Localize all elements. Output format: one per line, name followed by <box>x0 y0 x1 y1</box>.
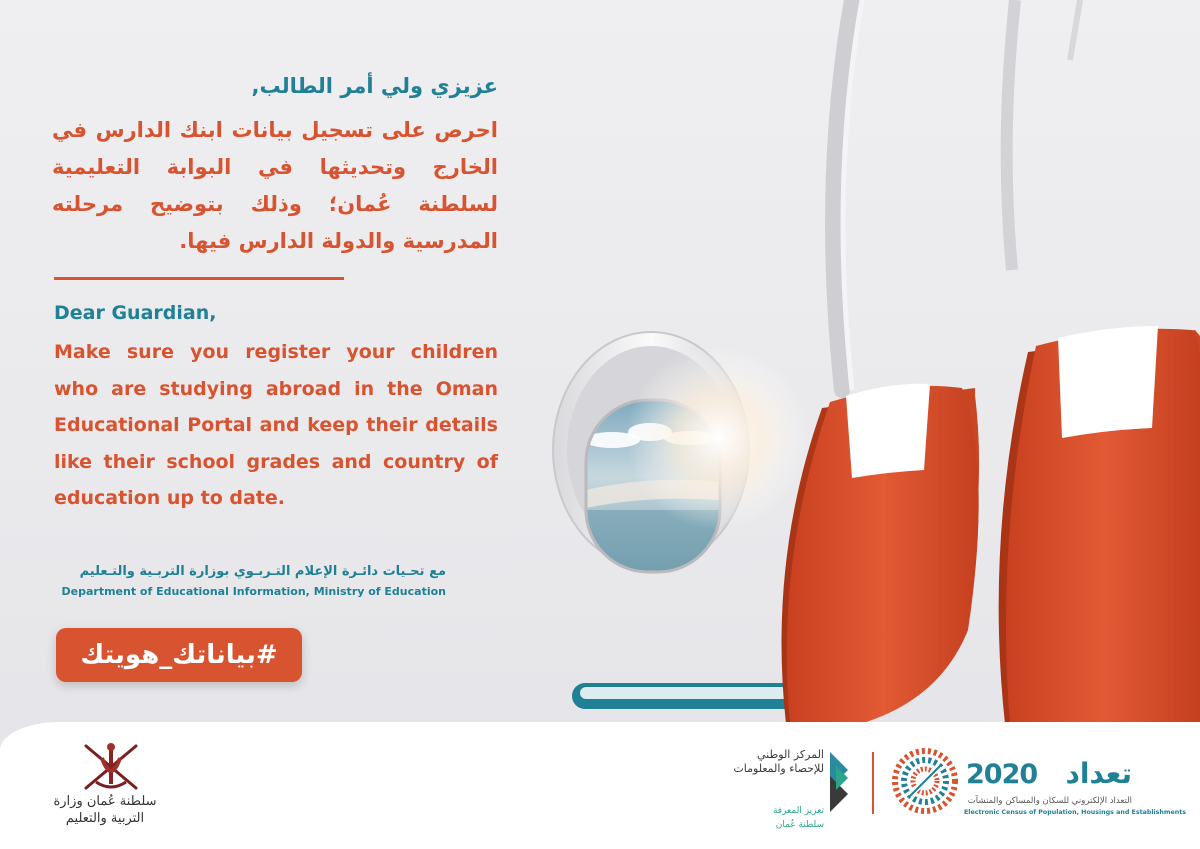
oman-emblem-logo <box>66 738 156 794</box>
ncsi-name: المركز الوطني للإحصاء والمعلومات <box>733 748 824 775</box>
credit-arabic: مع تحـيات دائـرة الإعلام التـربـوي بوزارة التربـية والتـعليم <box>79 564 446 579</box>
credit-english: Department of Educational Information, Ministry of Education <box>61 585 446 598</box>
english-message-body: Make sure you register your children who are studying abroad in the Oman Educational Portal and keep their details like their school grades and country of education up to date. <box>54 341 498 509</box>
hashtag-text: #بياناتك_هويتك <box>80 640 278 670</box>
census-subtitle-english: Electronic Census of Population, Housings and Establishments <box>964 809 1186 816</box>
ministry-logo-wordmark: سلطنة عُمان وزارة التربية والتعليم <box>53 794 157 826</box>
census-wordmark: تعداد <box>1065 757 1132 790</box>
ncsi-logo-mark <box>826 750 852 814</box>
arabic-greeting: عزيزي ولي أمر الطالب, <box>251 74 498 98</box>
ncsi-country: سلطنة عُمان <box>775 820 824 830</box>
ncsi-tagline: تعزيز المعرفة <box>772 806 824 816</box>
hashtag-badge <box>56 628 302 682</box>
census-dots-logo <box>892 748 958 814</box>
english-greeting: Dear Guardian, <box>54 302 217 324</box>
census-year: 2020 <box>966 759 1038 790</box>
census-subtitle-arabic: التعداد الإلكتروني للسكان والمساكن والمنشآت <box>967 796 1132 806</box>
footer-divider <box>872 752 874 814</box>
arabic-message-body: احرص على تسجيل بيانات ابنك الدارس في الخارج وتحديثها في البوابة التعليمية لسلطنة عُمان؛ وذلك بتوضيح مرحلته المدرسية والدولة الدارس فيها. <box>52 118 498 253</box>
section-divider <box>54 277 344 280</box>
